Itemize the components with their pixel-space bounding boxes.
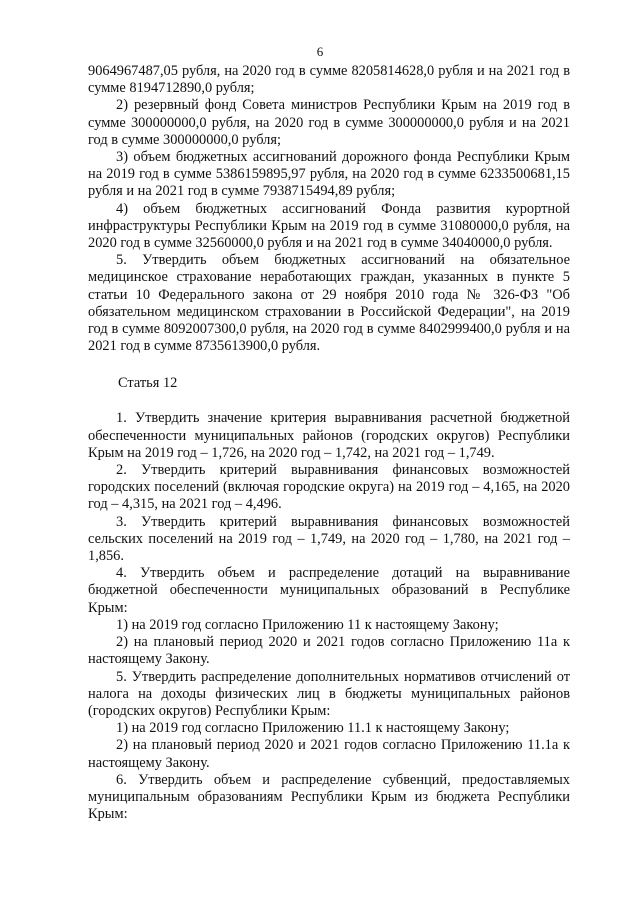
article-item-2: 2. Утвердить критерий выравнивания финансовых возможностей городских поселений (включая городские округа) на 2019 год – 4,165, на 2020 год – 4,315, на 2021 год – 4,496.: [88, 462, 570, 513]
article-heading: Статья 12: [118, 375, 178, 392]
article-item-1: 1. Утвердить значение критерия выравнивания расчетной бюджетной обеспеченности муниципальных районов (городских округов) Республики Крым на 2019 год – 1,726, на 2020 год – 1,742, на 2021 год – 1,749.: [88, 410, 570, 461]
article-item-5-sub-2: 2) на плановый период 2020 и 2021 годов согласно Приложению 11.1а к настоящему Закону.: [88, 737, 570, 771]
article-item-3: 3. Утвердить критерий выравнивания финансовых возможностей сельских поселений на 2019 год – 1,749, на 2020 год – 1,780, на 2021 год – 1,856.: [88, 513, 570, 565]
paragraph-medical-insurance: 5. Утвердить объем бюджетных ассигнований на обязательное медицинское страхование неработающих граждан, указанных в пункте 5 статьи 10 Федерального закона от 29 ноября 2010 года № 326-ФЗ "Об обязательном медицинском страховании в Российской Федерации", на 2019 год в сумме 8092007300,0 рубля, на 2020 год в сумме 8402999400,0 рубля и на 2021 год в сумме 8735613900,0 рубля.: [88, 252, 570, 355]
article-item-5-sub-1: 1) на 2019 год согласно Приложению 11.1 к настоящему Закону;: [116, 720, 510, 737]
paragraph-continuation: 9064967487,05 рубля, на 2020 год в сумме 8205814628,0 рубля и на 2021 год в сумме 8194712890,0 рубля;: [88, 63, 570, 97]
paragraph-road-fund: 3) объем бюджетных ассигнований дорожного фонда Республики Крым на 2019 год в сумме 5386159895,97 рубля, на 2020 год в сумме 6233500681,15 рубля и на 2021 год в сумме 7938715494,89 рубля;: [88, 149, 570, 200]
article-item-4-sub-1: 1) на 2019 год согласно Приложению 11 к настоящему Закону;: [116, 616, 499, 633]
article-item-6: 6. Утвердить объем и распределение субвенций, предоставляемых муниципальным образованиям Республики Крым из бюджета Республики Крым:: [88, 771, 570, 823]
paragraph-reserve-fund: 2) резервный фонд Совета министров Республики Крым на 2019 год в сумме 300000000,0 рубля, на 2020 год в сумме 300000000,0 рубля и на 2021 год в сумме 300000000,0 рубля;: [88, 97, 570, 148]
paragraph-resort-fund: 4) объем бюджетных ассигнований Фонда развития курортной инфраструктуры Республики Крым на 2019 год в сумме 31080000,0 рубля, на 2020 год в сумме 32560000,0 рубля и на 2021 год в сумме 34040000,0 рубля.: [88, 200, 570, 252]
article-item-4-sub-2: 2) на плановый период 2020 и 2021 годов согласно Приложению 11а к настоящему Закону.: [88, 634, 570, 668]
page-number: 6: [316, 44, 324, 59]
article-item-5: 5. Утвердить распределение дополнительных нормативов отчислений от налога на доходы физических лиц в бюджеты муниципальных районов (городских округов) Республики Крым:: [88, 668, 570, 719]
document-body: [88, 63, 570, 823]
article-item-4: 4. Утвердить объем и распределение дотаций на выравнивание бюджетной обеспеченности муниципальных образований в Республике Крым:: [88, 565, 570, 616]
